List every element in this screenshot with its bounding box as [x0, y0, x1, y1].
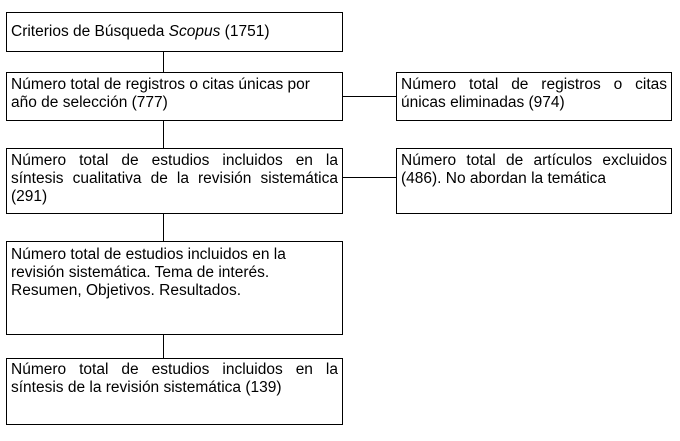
unique-records-text: Número total de registros o citas únicas por año de selección (777) — [11, 76, 310, 111]
review-topics-box — [6, 241, 343, 335]
search-criteria-prefix: Criterios de Búsqueda — [11, 23, 169, 40]
final-synthesis-text: Número total de estudios incluidos en la síntesis de la revisión sistemática (139) — [11, 361, 338, 396]
removed-records-text: Número total de registros o citas únicas eliminadas (974) — [401, 76, 667, 111]
excluded-articles-text: Número total de artículos excluidos (486). No abordan la temática — [401, 152, 667, 187]
removed-records-box — [396, 72, 672, 121]
search-criteria-source: Scopus — [168, 23, 221, 40]
connector-qualitative-to-excluded — [343, 177, 396, 178]
final-synthesis-box — [6, 358, 343, 425]
qualitative-synthesis-box — [6, 148, 343, 214]
connector-unique-to-qualitative — [163, 121, 164, 148]
connector-search-to-unique — [163, 52, 164, 72]
excluded-articles-box — [396, 148, 672, 214]
search-criteria-count: (1751) — [220, 23, 270, 40]
review-topics-text: Número total de estudios incluidos en la revisión sistemática. Tema de interés. Resumen, Objetivos. Resultados. — [11, 246, 286, 299]
connector-qualitative-to-review — [163, 214, 164, 241]
unique-records-box — [6, 72, 343, 121]
qualitative-synthesis-text: Número total de estudios incluidos en la síntesis cualitativa de la revisión sistemática (291) — [11, 152, 338, 205]
connector-unique-to-removed — [343, 96, 396, 97]
connector-review-to-final — [163, 335, 164, 358]
search-criteria-box — [6, 12, 343, 52]
